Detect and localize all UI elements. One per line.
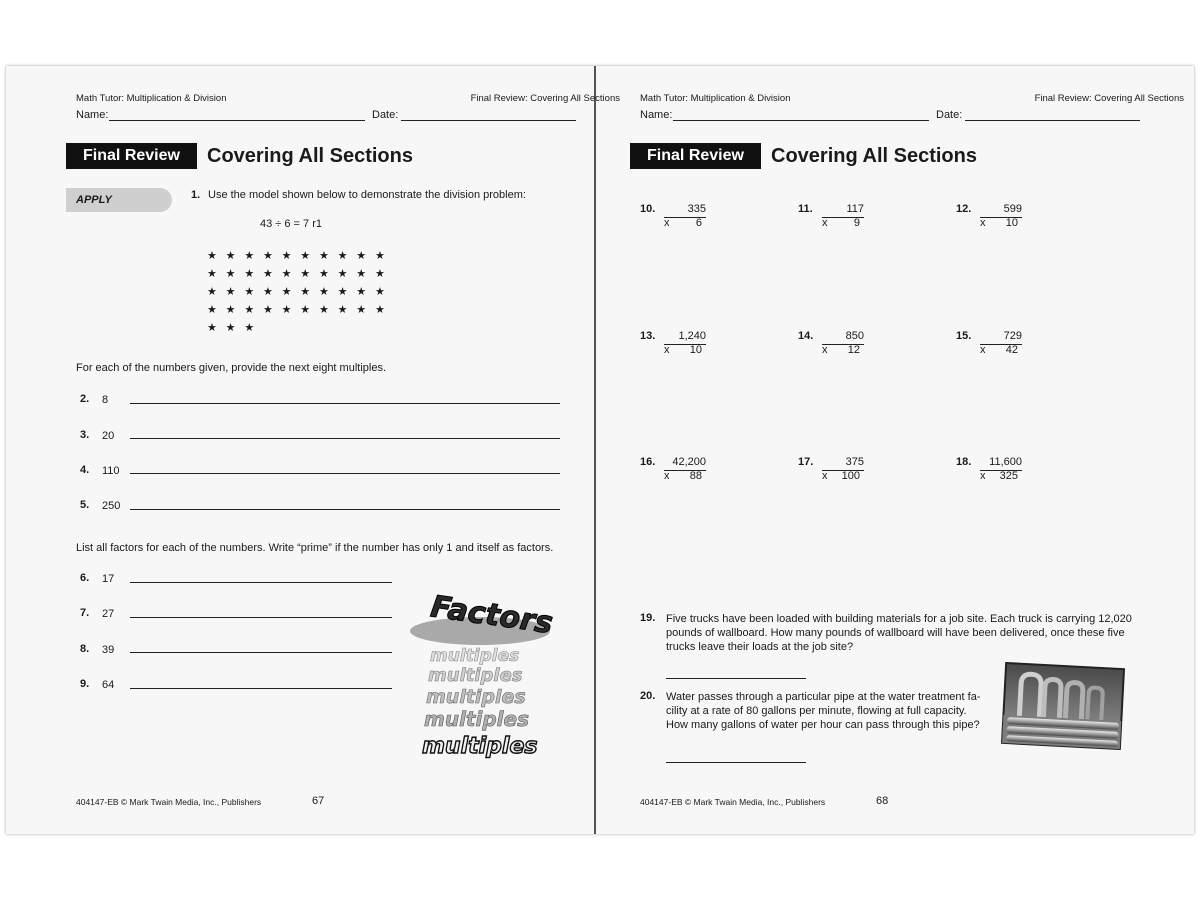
name-label: Name: (76, 109, 109, 121)
times-sign: x (664, 217, 670, 229)
multiples-word: multiples (430, 646, 520, 666)
multiplication-problem (640, 203, 730, 237)
header-section-title: Final Review: Covering All Sections (1034, 93, 1184, 104)
multiplication-problem (956, 330, 1046, 364)
final-review-banner: Final Review (66, 143, 197, 169)
question-number: 5. (80, 499, 90, 511)
multiplicand: 1,240 (678, 330, 706, 342)
question-number: 3. (80, 429, 90, 441)
question-number: 4. (80, 464, 90, 476)
date-label: Date: (936, 109, 963, 121)
times-sign: x (664, 470, 670, 482)
page-title: Covering All Sections (771, 145, 977, 167)
multiples-word: multiples (426, 686, 526, 708)
given-number: 27 (102, 608, 115, 620)
factors-word: Factors (428, 589, 555, 642)
answer-line[interactable] (666, 678, 806, 679)
times-sign: x (664, 344, 670, 356)
header-book-title: Math Tutor: Multiplication & Division (76, 93, 227, 104)
star-model-row: ★★★★★★★★★★ (207, 250, 394, 262)
apply-tag: APPLY (66, 188, 172, 212)
question-number: 7. (80, 607, 90, 619)
problem-number: 10. (640, 203, 656, 215)
multiplicand: 850 (845, 330, 864, 342)
question-number: 20. (640, 690, 656, 702)
footer-copyright: 404147-EB © Mark Twain Media, Inc., Publishers (640, 797, 826, 807)
multiplier: 100 (841, 470, 860, 482)
answer-line[interactable] (130, 617, 392, 618)
question-number: 1. (191, 189, 201, 201)
problem-number: 15. (956, 330, 972, 342)
multiples-word: multiples (422, 734, 538, 759)
times-sign: x (980, 344, 986, 356)
final-review-banner: Final Review (630, 143, 761, 169)
answer-line[interactable] (130, 473, 560, 474)
name-field[interactable] (673, 120, 929, 121)
name-label: Name: (640, 109, 673, 121)
name-field[interactable] (109, 120, 365, 121)
star-model-row: ★★★ (207, 322, 263, 334)
multiplication-problem (798, 330, 888, 364)
word-problem-line: cility at a rate of 80 gallons per minute, flowing at full capacity. (666, 705, 967, 717)
given-number: 39 (102, 644, 115, 656)
multiplication-problem (640, 456, 730, 490)
answer-line[interactable] (666, 762, 806, 763)
given-number: 8 (102, 394, 109, 406)
date-field[interactable] (401, 120, 576, 121)
name-date-row (640, 109, 1124, 123)
answer-line[interactable] (130, 438, 560, 439)
multiplicand: 42,200 (672, 456, 706, 468)
multiplicand: 117 (846, 203, 864, 215)
problem-number: 11. (798, 203, 813, 215)
division-equation: 43 ÷ 6 = 7 r1 (260, 218, 322, 230)
answer-line[interactable] (130, 688, 392, 689)
multiplication-problem (640, 330, 730, 364)
multiplication-problem (798, 456, 888, 490)
factors-multiples-illustration (410, 563, 560, 773)
multiplier: 10 (689, 344, 702, 356)
date-label: Date: (372, 109, 399, 121)
given-number: 64 (102, 679, 115, 691)
header-section-title: Final Review: Covering All Sections (470, 93, 620, 104)
multiplier: 9 (853, 217, 860, 229)
water-pipes-photo (1000, 662, 1126, 750)
multiplier: 88 (689, 470, 702, 482)
times-sign: x (822, 470, 828, 482)
problem-number: 13. (640, 330, 656, 342)
problem-number: 16. (640, 456, 656, 468)
star-model-row: ★★★★★★★★★★ (207, 268, 394, 280)
multiples-instruction: For each of the numbers given, provide the next eight multiples. (76, 362, 387, 374)
times-sign: x (980, 470, 986, 482)
page-number: 67 (312, 795, 325, 807)
times-sign: x (822, 217, 828, 229)
question-number: 6. (80, 572, 90, 584)
problem-number: 18. (956, 456, 972, 468)
problem-number: 17. (798, 456, 814, 468)
right-page (624, 66, 1184, 834)
footer-copyright: 404147-EB © Mark Twain Media, Inc., Publishers (76, 797, 262, 807)
answer-line[interactable] (130, 652, 392, 653)
multiples-word: multiples (428, 665, 523, 686)
times-sign: x (980, 217, 986, 229)
given-number: 17 (102, 573, 115, 585)
multiplicand: 335 (687, 203, 706, 215)
question-number: 19. (640, 612, 656, 624)
problem-number: 14. (798, 330, 814, 342)
multiplier: 42 (1005, 344, 1018, 356)
multiplier: 6 (695, 217, 702, 229)
answer-line[interactable] (130, 509, 560, 510)
multiplier: 10 (1005, 217, 1018, 229)
star-model-row: ★★★★★★★★★★ (207, 286, 394, 298)
multiplicand: 375 (845, 456, 864, 468)
name-date-row (76, 109, 560, 123)
question-text: Use the model shown below to demonstrate the division problem: (208, 189, 526, 201)
word-problem-line: Five trucks have been loaded with building materials for a job site. Each truck is carrying 12,020 (666, 613, 1132, 625)
header-book-title: Math Tutor: Multiplication & Division (640, 93, 791, 104)
multiplication-problem (798, 203, 888, 237)
word-problem-line: Water passes through a particular pipe at the water treatment fa- (666, 691, 981, 703)
date-field[interactable] (965, 120, 1140, 121)
given-number: 250 (102, 500, 121, 512)
star-model-row: ★★★★★★★★★★ (207, 304, 394, 316)
question-number: 2. (80, 393, 90, 405)
times-sign: x (822, 344, 828, 356)
left-page (60, 66, 620, 834)
multiples-word: multiples (424, 707, 529, 731)
multiplicand: 11,600 (989, 456, 1022, 468)
given-number: 110 (102, 465, 120, 477)
multiplication-problem (956, 456, 1046, 490)
word-problem-line: How many gallons of water per hour can pass through this pipe? (666, 719, 980, 731)
question-number: 8. (80, 643, 90, 655)
multiplier: 325 (999, 470, 1018, 482)
question-number: 9. (80, 678, 90, 690)
given-number: 20 (102, 430, 115, 442)
multiplication-problem (956, 203, 1046, 237)
page-number: 68 (876, 795, 889, 807)
word-problem-line: pounds of wallboard. How many pounds of wallboard will have been delivered, once these five (666, 627, 1125, 639)
multiplicand: 729 (1003, 330, 1022, 342)
multiplicand: 599 (1003, 203, 1022, 215)
factors-instruction: List all factors for each of the numbers. Write “prime” if the number has only 1 and itself as factors. (76, 542, 554, 554)
answer-line[interactable] (130, 403, 560, 404)
problem-number: 12. (956, 203, 972, 215)
page-title: Covering All Sections (207, 145, 413, 167)
answer-line[interactable] (130, 582, 392, 583)
multiplier: 12 (847, 344, 860, 356)
word-problem-line: trucks leave their loads at the job site? (666, 641, 854, 653)
